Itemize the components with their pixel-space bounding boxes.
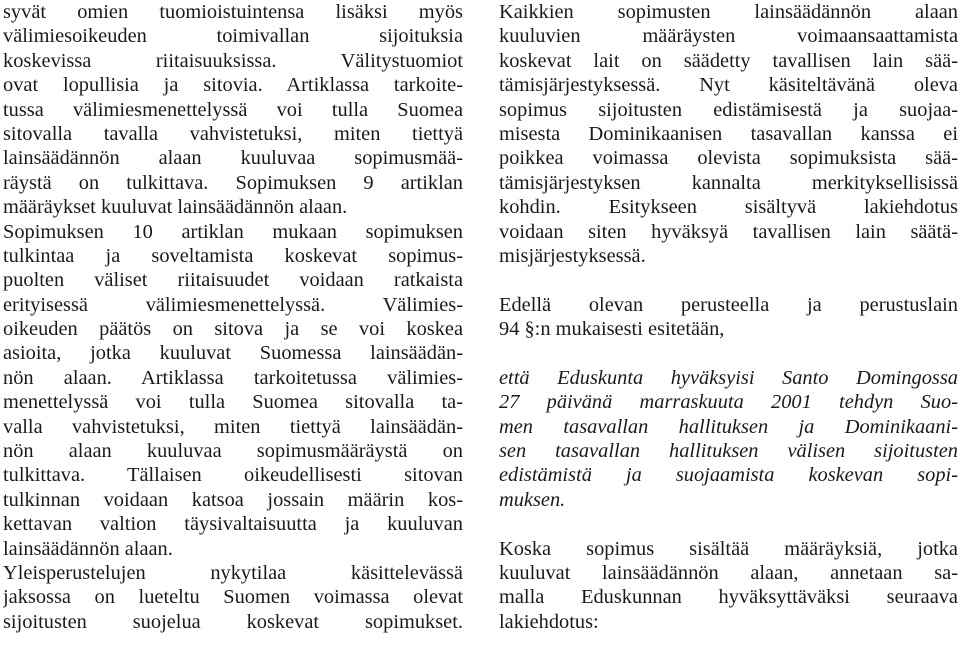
text-line: menettelyssä voi tulla Suomea sitovalla ta- bbox=[3, 391, 463, 414]
text-line: Kaikkien sopimusten lainsäädännön alaan bbox=[499, 1, 958, 23]
paragraph-spacer bbox=[499, 268, 958, 292]
text-line: sitovalla tavalla vahvistetuksi, miten tiettyä bbox=[3, 122, 463, 145]
right-text-column bbox=[499, 0, 958, 634]
text-line: ovat lopullisia ja sitovia. Artiklassa tarkoite- bbox=[3, 74, 463, 97]
proposal-line: men tasavallan hallituksen ja Dominikaani- bbox=[499, 415, 958, 438]
text-line: koskevat lait on säädetty tavallisen lain sää- bbox=[499, 49, 958, 72]
text-line: tämisjärjestyksen kannalta merkityksellisissä bbox=[499, 171, 958, 194]
text-line: tulkittava. Tällaisen oikeudellisesti sitovan bbox=[3, 464, 463, 487]
text-line: kettavan valtion täysivaltaisuutta ja kuuluvan bbox=[3, 513, 463, 536]
text-line: Yleisperustelujen nykytilaa käsittelevässä bbox=[3, 561, 463, 584]
text-line: sopimus sijoitusten edistämisestä ja suojaa- bbox=[499, 98, 958, 121]
text-line: kuuluvat lainsäädännön alaan, annetaan sa- bbox=[499, 561, 958, 584]
text-line: Koska sopimus sisältää määräyksiä, jotka bbox=[499, 537, 958, 560]
text-line: puolten väliset riitaisuudet voidaan ratkaista bbox=[3, 269, 463, 292]
paragraph-spacer bbox=[499, 512, 958, 536]
text-line: tulkinnan voidaan katsoa jossain määrin kos- bbox=[3, 488, 463, 511]
text-line: oikeuden päätös on sitova ja se voi koskea bbox=[3, 318, 463, 341]
text-line: tämisjärjestyksessä. Nyt käsiteltävänä oleva bbox=[499, 74, 958, 97]
text-line: voidaan siten hyväksyä tavallisen lain säätä- bbox=[499, 220, 958, 243]
text-line: syvät omien tuomioistuintensa lisäksi myös bbox=[3, 1, 463, 23]
proposal-line: 27 päivänä marraskuuta 2001 tehdyn Suo- bbox=[499, 391, 958, 414]
text-line: erityisessä välimiesmenettelyssä. Välimies- bbox=[3, 293, 463, 316]
proposal-line: muksen. bbox=[499, 488, 566, 511]
text-line: 94 §:n mukaisesti esitetään, bbox=[499, 318, 725, 341]
text-line: lakiehdotus: bbox=[499, 610, 599, 633]
text-line: misjärjestyksessä. bbox=[499, 244, 646, 267]
proposal-line: että Eduskunta hyväksyisi Santo Domingossa bbox=[499, 366, 958, 389]
text-line: välimiesoikeuden toimivallan sijoituksia bbox=[3, 25, 463, 48]
text-line: asioita, jotka kuuluvat Suomessa lainsäädän- bbox=[3, 342, 463, 365]
text-line: kuuluvien määräysten voimaansaattamista bbox=[499, 25, 958, 48]
text-line: tussa välimiesmenettelyssä voi tulla Suomea bbox=[3, 98, 463, 121]
text-line: räystä on tulkittava. Sopimuksen 9 artiklan bbox=[3, 171, 463, 194]
text-line: kohdin. Esitykseen sisältyvä lakiehdotus bbox=[499, 196, 958, 219]
text-line: Sopimuksen 10 artiklan mukaan sopimuksen bbox=[3, 220, 463, 243]
paragraph-spacer bbox=[499, 341, 958, 365]
text-line: nön alaan kuuluvaa sopimusmääräystä on bbox=[3, 440, 463, 463]
proposal-line: sen tasavallan hallituksen välisen sijoitusten bbox=[499, 440, 958, 463]
text-line: lainsäädännön alaan kuuluvaa sopimusmää- bbox=[3, 147, 463, 170]
text-line: poikkea voimassa olevista sopimuksista sää- bbox=[499, 147, 958, 170]
text-line: nön alaan. Artiklassa tarkoitetussa välimies- bbox=[3, 366, 463, 389]
text-line: koskevissa riitaisuuksissa. Välitystuomiot bbox=[3, 49, 463, 72]
text-line: sijoitusten suojelua koskevat sopimukset. bbox=[3, 610, 463, 633]
text-line: tulkintaa ja soveltamista koskevat sopimus- bbox=[3, 244, 463, 267]
text-line: jaksossa on lueteltu Suomen voimassa olevat bbox=[3, 586, 463, 609]
text-line: lainsäädännön alaan. bbox=[3, 537, 173, 560]
proposal-line: edistämistä ja suojaamista koskevan sopi- bbox=[499, 464, 958, 487]
text-line: valla vahvistetuksi, miten tiettyä lainsäädän- bbox=[3, 415, 463, 438]
text-line: Edellä olevan perusteella ja perustuslain bbox=[499, 293, 958, 316]
left-text-column bbox=[3, 0, 463, 634]
text-line: määräykset kuuluvat lainsäädännön alaan. bbox=[3, 196, 348, 219]
text-line: misesta Dominikaanisen tasavallan kanssa ei bbox=[499, 122, 958, 145]
text-line: malla Eduskunnan hyväksyttäväksi seuraava bbox=[499, 586, 958, 609]
